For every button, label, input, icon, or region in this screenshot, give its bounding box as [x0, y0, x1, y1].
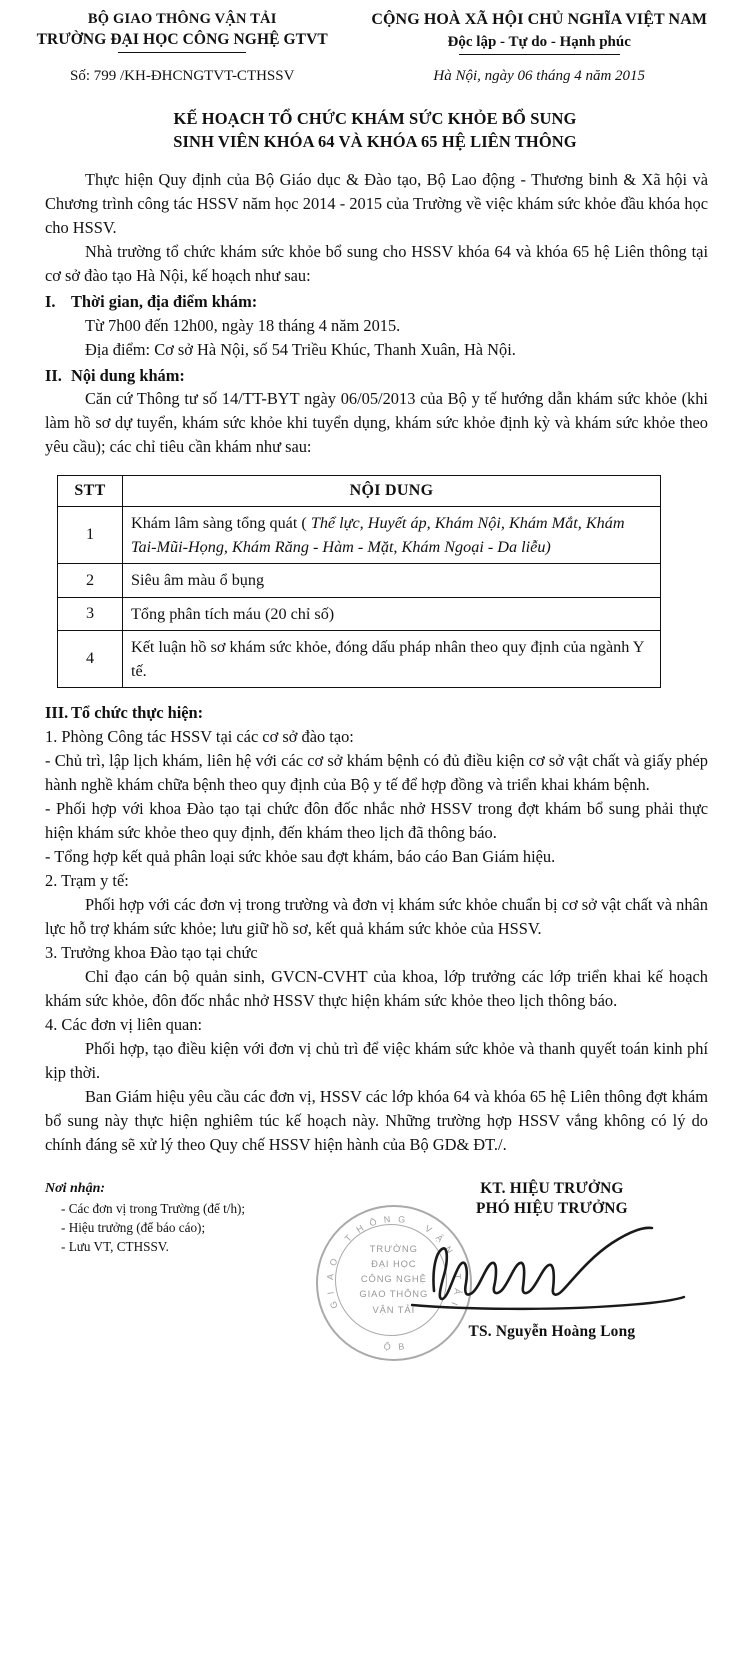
seal-ring-char: Ậ [433, 1232, 446, 1244]
seal-ring-char: A [324, 1272, 336, 1280]
seal-ring-char: G [327, 1299, 340, 1310]
signer-title-line-1: KT. HIỆU TRƯỞNG [480, 1179, 624, 1197]
seal-ring-char: H [354, 1222, 366, 1235]
section-1-heading [45, 290, 708, 314]
examination-content-table [57, 475, 661, 688]
section-3-item-3-title: 3. Trưởng khoa Đào tạo tại chức [45, 943, 258, 962]
document-title-line-2: SINH VIÊN KHÓA 64 VÀ KHÓA 65 HỆ LIÊN THÔNG [173, 132, 577, 152]
ministry-name: BỘ GIAO THÔNG VẬN TẢI [87, 11, 277, 27]
section-2-heading [45, 364, 708, 388]
university-name: TRƯỜNG ĐẠI HỌC CÔNG NGHỆ GTVT [37, 30, 328, 51]
row-1-content [123, 506, 661, 564]
issuing-organization [18, 10, 346, 52]
table-header-row [58, 476, 661, 506]
table-row [58, 597, 661, 630]
seal-ring-char: B [397, 1340, 405, 1352]
row-2-content: Siêu âm màu ổ bụng [123, 564, 661, 597]
seal-ring-char: N [442, 1243, 455, 1255]
list-item: - Hiệu trưởng (để báo cáo); [61, 1220, 206, 1236]
seal-ring-char: Ô [367, 1216, 378, 1228]
intro-paragraph-1: Thực hiện Quy định của Bộ Giáo dục & Đào tạo, Bộ Lao động - Thương binh & Xã hội và Chương trình công tác HSSV năm học 2014 - 2015 của Trường về việc khám sức khỏe đầu khóa học cho HSSV. [45, 169, 708, 237]
row-4-content: Kết luận hồ sơ khám sức khỏe, đóng dấu pháp nhân theo quy định của ngành Y tế. [123, 630, 661, 688]
section-3-item-4-body: Phối hợp, tạo điều kiện với đơn vị chủ trì để việc khám sức khỏe và thanh quyết toán kinh phí kịp thời. [45, 1038, 708, 1082]
table-row [58, 564, 661, 597]
seal-inner-text [318, 1241, 470, 1317]
row-4-stt: 4 [58, 630, 123, 688]
section-3-item-3-body: Chỉ đạo cán bộ quản sinh, GVCN-CVHT của khoa, lớp trưởng các lớp triển khai kế hoạch khám sức khỏe, đôn đốc nhắc nhở HSSV thực hiện khám sức khỏe theo lịch thông báo. [45, 966, 708, 1010]
document-title-line-1: KẾ HOẠCH TỔ CHỨC KHÁM SỨC KHỎE BỔ SUNG [173, 109, 577, 129]
document-body [0, 168, 750, 1157]
intro-paragraph-2: Nhà trường tổ chức khám sức khỏe bổ sung cho HSSV khóa 64 và khóa 65 hệ Liên thông tại cơ sở đào tạo Hà Nội, kế hoạch như sau: [45, 241, 708, 285]
closing-paragraph: Ban Giám hiệu yêu cầu các đơn vị, HSSV các lớp khóa 64 và khóa 65 hệ Liên thông đợt khám bổ sung này thực hiện nghiêm túc kế hoạch này. Những trường hợp HSSV vắng không có lý do chính đáng sẽ xử lý theo Quy chế HSSV hiện hành của Bộ GD& ĐT./. [45, 1086, 708, 1154]
document-number: Số: 799 /KH-ĐHCNGTVT-CTHSSV [69, 68, 295, 85]
seal-line-4: GIAO THÔNG [359, 1288, 429, 1300]
row-3-stt: 3 [58, 597, 123, 630]
letterhead [0, 0, 750, 52]
seal-line-2: ĐẠI HỌC [371, 1257, 417, 1269]
row-1-content-italic: Thể lực, Huyết áp, Khám Nội, Khám Mắt, Khám Tai-Mũi-Họng, Khám Răng - Hàm - Mặt, Khám Ngoại - Da liễu) [131, 513, 625, 556]
row-2-stt: 2 [58, 564, 123, 597]
seal-ring-char: G [397, 1213, 406, 1225]
seal-ring-char: I [449, 1300, 460, 1307]
list-item: - Các đơn vị trong Trường (để t/h); [61, 1201, 246, 1217]
seal-ring-char: T [342, 1232, 354, 1244]
official-seal [316, 1205, 472, 1361]
place-and-date: Hà Nội, ngày 06 tháng 4 năm 2015 [433, 68, 646, 85]
section-3-item-1-dash-3: - Tổng hợp kết quả phân loại sức khỏe sau đợt khám, báo cáo Ban Giám hiệu. [45, 847, 556, 867]
section-3-title: Tổ chức thực hiện: [71, 703, 204, 723]
section-3-item-2-body: Phối hợp với các đơn vị trong trường và đơn vị khám sức khỏe chuẩn bị cơ sở vật chất và nhân lực hỗ trợ khám sức khỏe; lưu giữ hồ sơ, kết quả khám sức khỏe của HSSV. [45, 895, 708, 939]
document-footer [0, 1157, 750, 1352]
section-1-number: I. [45, 291, 56, 311]
section-2-number: II. [45, 365, 62, 385]
seal-ring-char: I [325, 1290, 336, 1295]
table-row [58, 506, 661, 564]
list-item: - Lưu VT, CTHSSV. [61, 1238, 169, 1254]
section-3-item-2-title: 2. Trạm y tế: [45, 871, 129, 891]
signer-title-line-2: PHÓ HIỆU TRƯỞNG [475, 1199, 628, 1217]
section-2-paragraph: Căn cứ Thông tư số 14/TT-BYT ngày 06/05/2013 của Bộ y tế hướng dẫn khám sức khỏe (khi làm hồ sơ dự tuyển, khám sức khỏe khi tuyển dụng, khám sức khỏe định kỳ và khám sức khỏe theo yêu cầu); các chỉ tiêu cần khám như sau: [45, 389, 708, 457]
national-motto: Độc lập - Tự do - Hạnh phúc [448, 32, 631, 52]
row-3-content: Tổng phân tích máu (20 chỉ số) [123, 597, 661, 630]
seal-ring-char: N [383, 1213, 391, 1225]
reference-row [0, 52, 750, 85]
seal-ring-char: Ả [451, 1287, 463, 1295]
document-title [0, 107, 750, 154]
row-1-content-plain: Khám lâm sàng tổng quát ( [131, 513, 311, 532]
seal-ring-char: T [452, 1272, 463, 1280]
section-1-time: Từ 7h00 đến 12h00, ngày 18 tháng 4 năm 2015. [85, 315, 401, 335]
seal-ring-char: O [327, 1256, 340, 1267]
national-heading [346, 10, 732, 52]
table-row [58, 630, 661, 688]
signature-block [324, 1179, 730, 1352]
seal-line-3: CÔNG NGHỆ [360, 1273, 427, 1285]
section-3-item-4-title: 4. Các đơn vị liên quan: [45, 1014, 203, 1034]
column-header-stt: STT [58, 476, 123, 506]
row-1-stt: 1 [58, 506, 123, 564]
recipients-title: Nơi nhận: [45, 1180, 106, 1196]
seal-ring-char: V [422, 1222, 434, 1235]
section-1-place: Địa điểm: Cơ sở Hà Nội, số 54 Triều Khúc, Thanh Xuân, Hà Nội. [85, 339, 516, 359]
seal-line-5: VẬN TẢI [372, 1303, 416, 1315]
section-3-number: III. [45, 703, 69, 723]
section-3-item-1-dash-1: - Chủ trì, lập lịch khám, liên hệ với các cơ sở khám bệnh có đủ điều kiện cơ sở vật chất và giấy phép hành nghề khám chữa bệnh theo quy định của Bộ y tế để hợp đồng và triển khai khám bệnh. [45, 751, 708, 795]
section-1-title: Thời gian, địa điểm khám: [71, 291, 258, 311]
signer-name: TS. Nguyễn Hoàng Long [468, 1322, 636, 1340]
seal-line-1: TRƯỜNG [369, 1242, 418, 1254]
section-3-heading [45, 701, 708, 725]
seal-ring-char: Ộ [383, 1340, 392, 1352]
section-3-item-1-title: 1. Phòng Công tác HSSV tại các cơ sở đào tạo: [45, 727, 354, 747]
section-2-title: Nội dung khám: [71, 365, 185, 385]
column-header-noidung: NỘI DUNG [123, 476, 661, 506]
section-3-item-1-dash-2: - Phối hợp với khoa Đào tạo tại chức đôn đốc nhắc nhở HSSV trong đợt khám bổ sung phải thực hiện khám sức khỏe theo quy định, đến khám theo lịch đã thông báo. [45, 799, 708, 843]
country-name: CỘNG HOÀ XÃ HỘI CHỦ NGHĨA VIỆT NAM [371, 11, 708, 28]
